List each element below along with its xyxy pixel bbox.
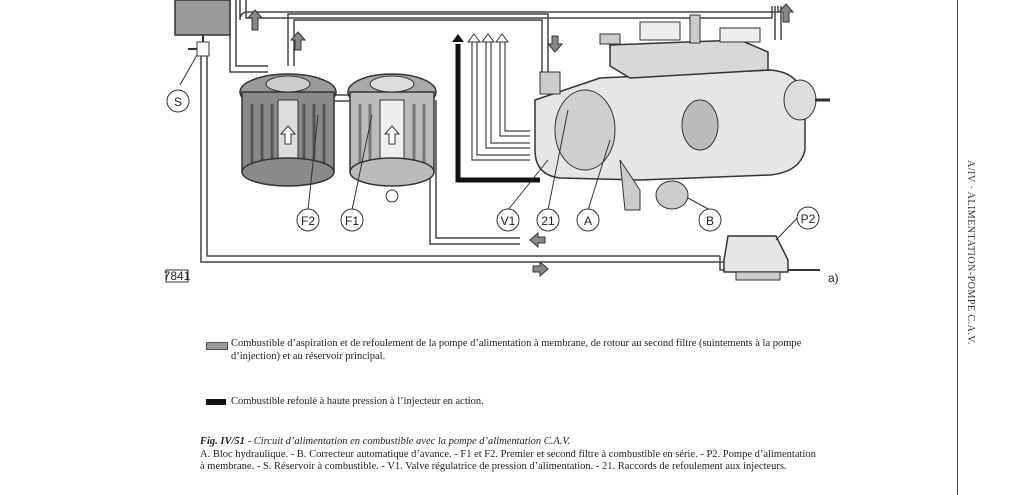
label-S: S [173, 95, 183, 109]
filter-F1 [348, 74, 436, 202]
label-A: A [583, 214, 593, 228]
legend-swatch-black [206, 399, 226, 405]
label-P2: P2 [800, 212, 816, 226]
sidebar-rule [957, 0, 958, 495]
figure-caption-body: A. Bloc hydraulique. - B. Correcteur automatique d’avance. - F1 et F2. Premier et second filtre à combustible en série. - P2. Pompe d’alimentation à membrane. - S. Réservoir à combustible. - V1. Valve régulatrice de pression d’alimentation. - 21. Raccords de refoulement aux injecteurs. [200, 449, 816, 472]
label-V1: V1 [500, 214, 516, 228]
legend-text-black: Combustible refoulé à haute pression à l’injecteur en action. [231, 396, 484, 407]
tank-valve [197, 42, 209, 56]
figure-caption-title: Fig. IV/51 - Circuit d’alimentation en combustible avec la pompe d’alimentation C.A.V. [200, 436, 571, 447]
injection-pump [535, 15, 830, 210]
figure-number: Fig. IV/51 [200, 436, 245, 447]
fuel-tank [175, 0, 230, 35]
membrane-pump-P2 [724, 236, 820, 280]
label-F2: F2 [300, 214, 316, 228]
side-title: A/IV · ALIMENTATION-POMPE C.A.V. [965, 160, 976, 345]
figure-part-label: a) [828, 271, 839, 285]
legend-text-grey: Combustible d’aspiration et de refoulement de la pompe d’alimentation à membrane, de rotour au second filtre (suintements à la pompe d’injection) et au réservoir principal. [231, 338, 802, 362]
label-B: B [705, 214, 715, 228]
figure-ref-number: 7841 [163, 269, 191, 283]
filter-F2 [240, 74, 336, 186]
legend-swatch-grey [206, 342, 228, 350]
label-F1: F1 [344, 214, 360, 228]
figure-title: Circuit d’alimentation en combustible avec la pompe d’alimentation C.A.V. [253, 436, 571, 447]
label-21: 21 [541, 214, 555, 228]
